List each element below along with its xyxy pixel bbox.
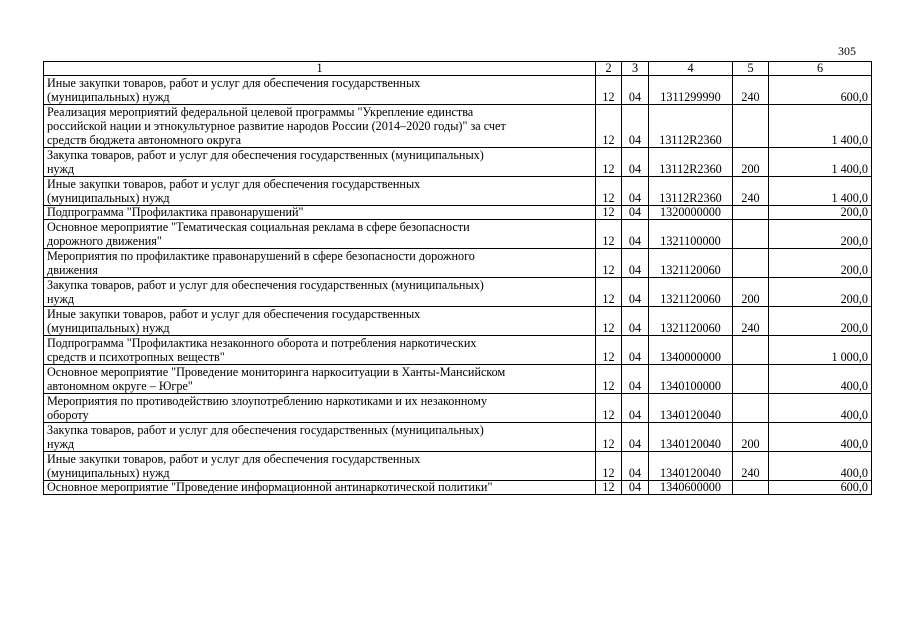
subsection-code-cell: 04 [622,105,649,148]
subsection-code-cell: 04 [622,481,649,495]
section-code-cell: 12 [596,394,622,423]
subsection-code-cell: 04 [622,76,649,105]
expense-type-cell [733,336,769,365]
table-row [44,481,872,495]
table-header-row [44,62,872,76]
page-number: 305 [838,44,856,58]
row-name-cell: Основное мероприятие "Проведение мониторинга наркоситуации в Ханты-Мансийском автономном округе – Югре" [44,365,596,394]
subsection-code-cell: 04 [622,394,649,423]
subsection-code-cell: 04 [622,177,649,206]
subsection-code-cell: 04 [622,423,649,452]
target-article-cell: 1340120040 [649,423,733,452]
subsection-code-cell: 04 [622,148,649,177]
amount-cell: 1 400,0 [769,105,872,148]
expense-type-cell [733,481,769,495]
section-code-cell: 12 [596,105,622,148]
expense-type-cell: 200 [733,148,769,177]
row-name-cell: Закупка товаров, работ и услуг для обеспечения государственных (муниципальных) нужд [44,423,596,452]
section-code-cell: 12 [596,206,622,220]
row-name-cell: Подпрограмма "Профилактика правонарушений" [44,206,596,220]
table-row [44,423,872,452]
expense-type-cell: 200 [733,278,769,307]
expense-type-cell [733,249,769,278]
subsection-code-cell: 04 [622,249,649,278]
amount-cell: 400,0 [769,423,872,452]
target-article-cell: 1311299990 [649,76,733,105]
target-article-cell: 1340120040 [649,452,733,481]
section-code-cell: 12 [596,278,622,307]
row-name-cell: Иные закупки товаров, работ и услуг для обеспечения государственных (муниципальных) нужд [44,76,596,105]
amount-cell: 400,0 [769,365,872,394]
column-header: 1 [44,62,596,76]
section-code-cell: 12 [596,220,622,249]
subsection-code-cell: 04 [622,220,649,249]
target-article-cell: 1340120040 [649,394,733,423]
amount-cell: 1 000,0 [769,336,872,365]
subsection-code-cell: 04 [622,365,649,394]
subsection-code-cell: 04 [622,336,649,365]
expense-type-cell: 240 [733,177,769,206]
table-row [44,394,872,423]
amount-cell: 400,0 [769,452,872,481]
target-article-cell: 1321100000 [649,220,733,249]
expense-type-cell [733,105,769,148]
table-row [44,177,872,206]
column-header: 6 [769,62,872,76]
expense-type-cell: 240 [733,452,769,481]
row-name-cell: Мероприятия по противодействию злоупотреблению наркотиками и их незаконному обороту [44,394,596,423]
amount-cell: 1 400,0 [769,177,872,206]
section-code-cell: 12 [596,336,622,365]
section-code-cell: 12 [596,307,622,336]
column-header: 3 [622,62,649,76]
target-article-cell: 13112R2360 [649,105,733,148]
row-name-cell: Иные закупки товаров, работ и услуг для обеспечения государственных (муниципальных) нужд [44,307,596,336]
table-row [44,249,872,278]
table-row [44,336,872,365]
section-code-cell: 12 [596,76,622,105]
target-article-cell: 13112R2360 [649,177,733,206]
amount-cell: 200,0 [769,220,872,249]
expense-type-cell: 240 [733,307,769,336]
amount-cell: 600,0 [769,481,872,495]
expense-type-cell [733,206,769,220]
target-article-cell: 1340000000 [649,336,733,365]
column-header: 2 [596,62,622,76]
budget-table [43,61,872,495]
target-article-cell: 1321120060 [649,278,733,307]
amount-cell: 200,0 [769,278,872,307]
row-name-cell: Реализация мероприятий федеральной целевой программы "Укрепление единства российской нации и этнокультурное развитие народов России (2014–2020 годы)" за счет средств бюджета автономного округа [44,105,596,148]
section-code-cell: 12 [596,365,622,394]
table-row [44,220,872,249]
table-row [44,365,872,394]
amount-cell: 200,0 [769,307,872,336]
target-article-cell: 1320000000 [649,206,733,220]
row-name-cell: Иные закупки товаров, работ и услуг для обеспечения государственных (муниципальных) нужд [44,452,596,481]
section-code-cell: 12 [596,148,622,177]
target-article-cell: 1340100000 [649,365,733,394]
column-header: 4 [649,62,733,76]
target-article-cell: 1340600000 [649,481,733,495]
expense-type-cell: 200 [733,423,769,452]
section-code-cell: 12 [596,481,622,495]
table-row [44,278,872,307]
target-article-cell: 1321120060 [649,249,733,278]
column-header: 5 [733,62,769,76]
expense-type-cell [733,394,769,423]
table-row [44,105,872,148]
expense-type-cell [733,365,769,394]
row-name-cell: Иные закупки товаров, работ и услуг для обеспечения государственных (муниципальных) нужд [44,177,596,206]
row-name-cell: Основное мероприятие "Проведение информационной антинаркотической политики" [44,481,596,495]
table-row [44,206,872,220]
target-article-cell: 1321120060 [649,307,733,336]
table-row [44,452,872,481]
row-name-cell: Закупка товаров, работ и услуг для обеспечения государственных (муниципальных) нужд [44,148,596,177]
subsection-code-cell: 04 [622,452,649,481]
section-code-cell: 12 [596,177,622,206]
row-name-cell: Закупка товаров, работ и услуг для обеспечения государственных (муниципальных) нужд [44,278,596,307]
table-row [44,76,872,105]
table-row [44,148,872,177]
subsection-code-cell: 04 [622,206,649,220]
row-name-cell: Подпрограмма "Профилактика незаконного оборота и потребления наркотических средств и психотропных веществ" [44,336,596,365]
expense-type-cell [733,220,769,249]
section-code-cell: 12 [596,249,622,278]
amount-cell: 200,0 [769,249,872,278]
amount-cell: 1 400,0 [769,148,872,177]
target-article-cell: 13112R2360 [649,148,733,177]
expense-type-cell: 240 [733,76,769,105]
subsection-code-cell: 04 [622,278,649,307]
row-name-cell: Мероприятия по профилактике правонарушений в сфере безопасности дорожного движения [44,249,596,278]
section-code-cell: 12 [596,423,622,452]
section-code-cell: 12 [596,452,622,481]
amount-cell: 400,0 [769,394,872,423]
row-name-cell: Основное мероприятие "Тематическая социальная реклама в сфере безопасности дорожного движения" [44,220,596,249]
table-row [44,307,872,336]
amount-cell: 200,0 [769,206,872,220]
amount-cell: 600,0 [769,76,872,105]
subsection-code-cell: 04 [622,307,649,336]
